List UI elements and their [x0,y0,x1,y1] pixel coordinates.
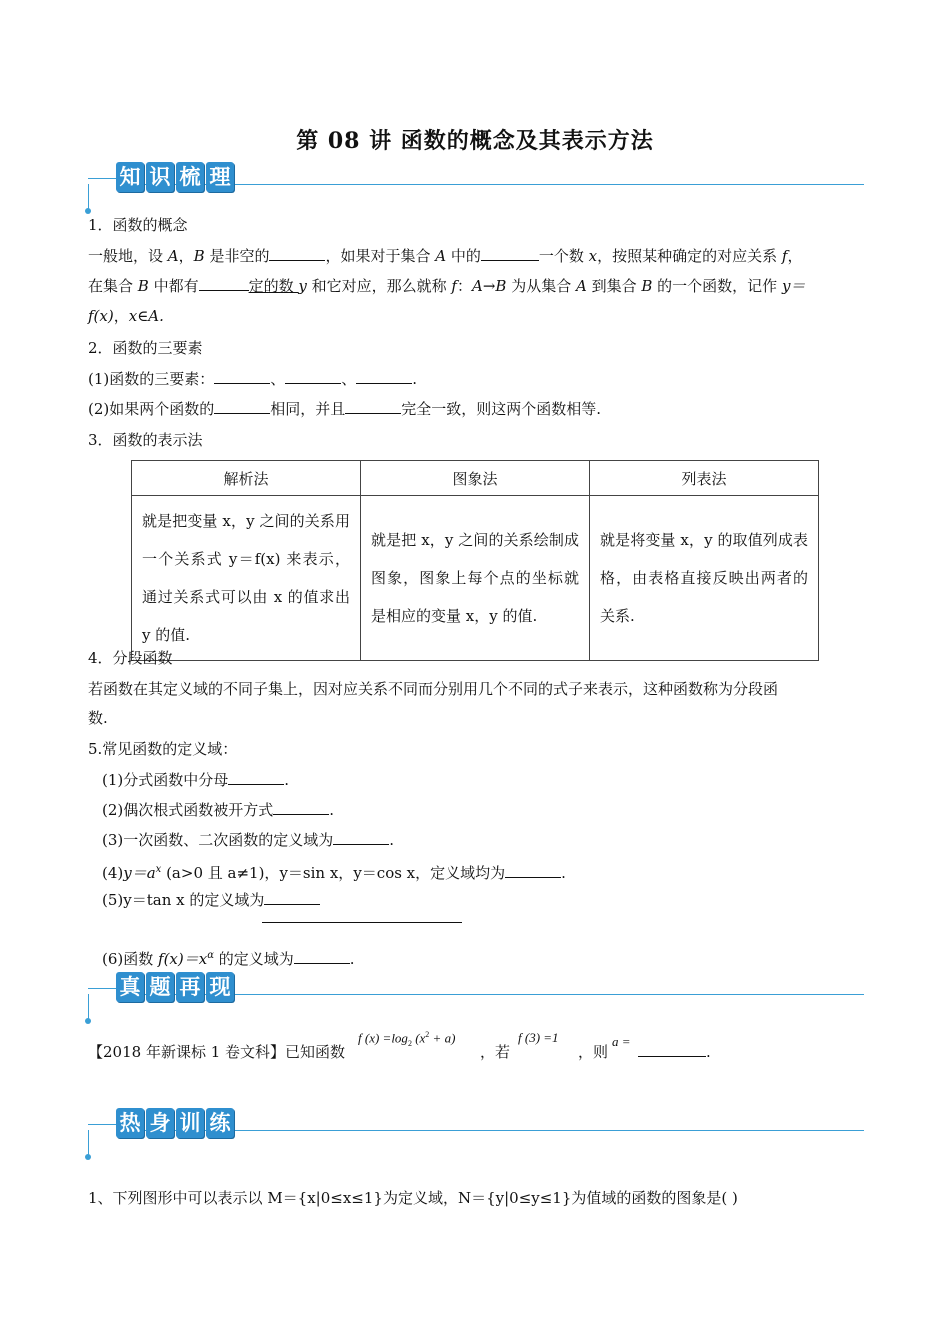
header-tile: 理 [206,162,234,192]
section-header-warmup [88,1108,864,1142]
table-header: 解析法 [132,461,361,496]
list-item: (6)函数 $f(x)=x^\alpha$ 的定义域为 . [102,950,355,968]
formula-f: f $(x) =\log_2$ $(x^2 + a)$ [358,1030,456,1048]
table-cell: 就是将变量 x，y 的取值列成表格，由表格直接反映出两者的关系. [590,496,819,661]
section-header-exam [88,972,864,1006]
table-cell: 就是把变量 x，y 之间的关系用一个关系式 y＝f(x) 来表示，通过关系式可以由 x 的值求出 y 的值. [132,496,361,661]
paragraph-line: (1)函数的三要素： 、 、 . [88,370,418,388]
fill-blank[interactable] [638,1042,706,1057]
section-heading: 1．函数的概念 [88,216,188,234]
formula-condition: f (3) =1 [518,1030,559,1045]
question-1: 1、下列图形中可以表示以 M＝{x|0≤x≤1}为定义域，N＝{y|0≤y≤1}为值域的函数的图象是( ) [88,1189,738,1207]
table-header: 图象法 [361,461,590,496]
header-tile: 再 [176,972,204,1002]
header-tile: 现 [206,972,234,1002]
exam-text: ，则 [578,1043,609,1061]
fill-blank[interactable] [214,399,270,414]
table-cell: 就是把 x，y 之间的关系绘制成图象，图象上每个点的坐标就是相应的变量 x，y 的值. [361,496,590,661]
fill-blank[interactable] [264,890,320,905]
fill-blank[interactable] [269,246,325,261]
formula-a: a = [612,1034,631,1049]
list-item: (3)一次函数、二次函数的定义域为 . [102,831,395,849]
header-tile: 题 [146,972,174,1002]
paragraph-line: 数. [88,709,108,727]
section-heading: 3．函数的表示法 [88,431,203,449]
section-heading: 5.常见函数的定义域： [88,740,238,758]
list-item: (1)分式函数中分母 . [102,771,290,789]
paragraph-line: (2)如果两个函数的 相同，并且 完全一致，则这两个函数相等. [88,400,602,418]
header-tile: 识 [146,162,174,192]
header-tile: 梳 [176,162,204,192]
header-tile: 练 [206,1108,234,1138]
answer-line[interactable] [262,922,462,923]
representation-table [131,460,819,661]
paragraph-line: 一般地，设 A，B 是非空的 ，如果对于集合 A 中的 一个数 x，按照某种确定的对应关系 f， [88,247,803,265]
fill-blank[interactable] [345,399,401,414]
section-heading: 2．函数的三要素 [88,339,203,357]
fill-blank[interactable] [505,863,561,878]
fill-blank[interactable] [285,369,341,384]
paragraph-line: 若函数在其定义域的不同子集上，因对应关系不同而分别用几个不同的式子来表示，这种函数称为分段函 [88,680,779,698]
header-tile: 真 [116,972,144,1002]
page-title: 第 08 讲 函数的概念及其表示方法 [296,128,654,154]
section-header-knowledge [88,162,864,196]
fill-blank[interactable] [214,369,270,384]
exam-answer: . [638,1042,711,1062]
fill-blank[interactable] [294,949,350,964]
paragraph-line: f(x)，x∈A. [88,307,164,325]
exam-text: ，若 [480,1043,511,1061]
fill-blank[interactable] [481,246,539,261]
section-heading: 4．分段函数 [88,649,173,667]
fill-blank[interactable] [199,276,249,291]
exam-question: 【2018 年新课标 1 卷文科】已知函数 [88,1043,346,1061]
fill-blank[interactable] [356,369,412,384]
list-item: (2)偶次根式函数被开方式 . [102,801,335,819]
list-item: (5)y＝tan x 的定义域为 [102,890,320,910]
header-tile: 训 [176,1108,204,1138]
fill-blank[interactable] [333,830,389,845]
header-tile: 热 [116,1108,144,1138]
table-header: 列表法 [590,461,819,496]
header-tile: 知 [116,162,144,192]
header-tile: 身 [146,1108,174,1138]
fill-blank[interactable] [273,800,329,815]
fill-blank[interactable] [228,770,284,785]
paragraph-line: 在集合 B 中都有 定的数 y 和它对应，那么就称 f：A→B 为从集合 A 到集合 B 的一个函数，记作 y＝ [88,277,806,295]
list-item: $(4)y=a^x$ (a>0 且 a≠1)，y＝sin x，y＝cos x，定义域均为 . [102,864,566,882]
